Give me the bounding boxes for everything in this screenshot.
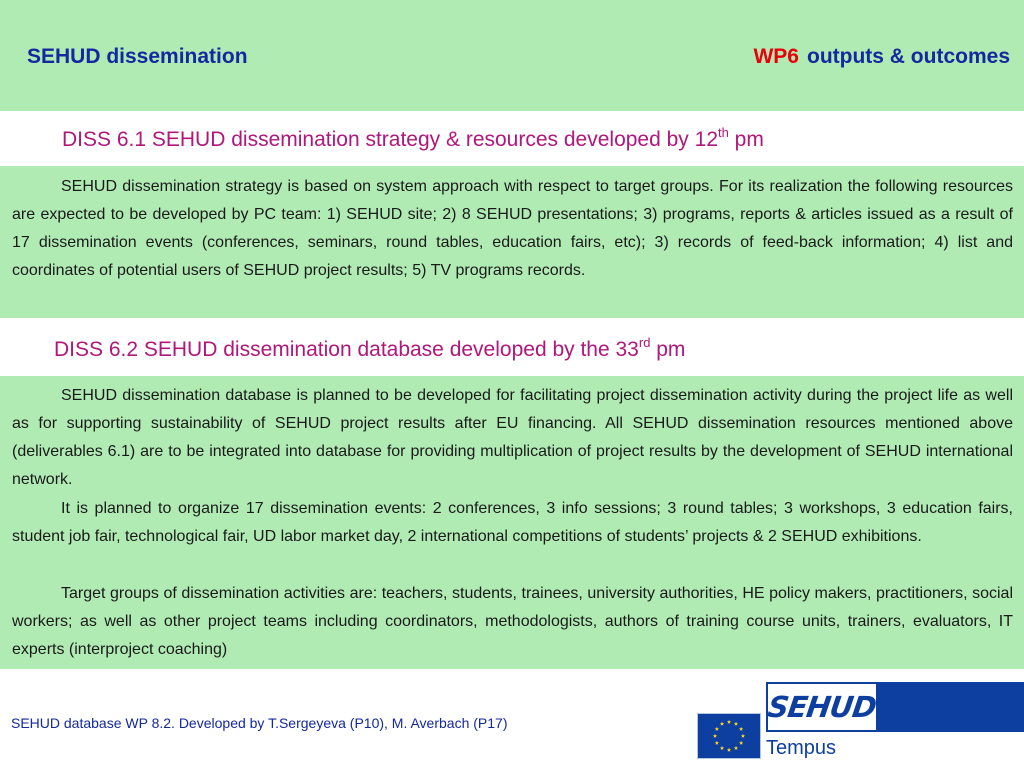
subtitle-text: outputs & outcomes <box>807 45 1010 68</box>
header-band <box>0 0 1024 111</box>
slide-subtitle <box>753 45 1010 69</box>
eu-star-icon <box>713 734 717 738</box>
eu-star-icon <box>741 734 745 738</box>
section1-heading-main: DISS 6.1 SEHUD dissemination strategy & resources developed by 12 <box>62 128 718 151</box>
eu-star-icon <box>739 741 743 745</box>
section2-paragraph-database: SEHUD dissemination database is planned to be developed for facilitating project dissemination activity during the project life as well as for supporting sustainability of SEHUD project results after EU financing. All SEHUD dissemination resources mentioned above (deliverables 6.1) are to be integrated into database for providing multiplication of project results by the development of SEHUD international network. <box>12 387 1013 488</box>
section1-paragraph: SEHUD dissemination strategy is based on system approach with respect to target groups. For its realization the following resources are expected to be developed by PC team: 1) SEHUD site; 2) 8 SEHUD presentations; 3) programs, reports & articles issued as a result of 17 dissemination events (conferences, seminars, round tables, education fairs, etc); 3) records of feed-back information; 4) list and coordinates of potential users of SEHUD project results; 5) TV programs records. <box>12 178 1013 279</box>
wp-label: WP6 <box>753 45 799 68</box>
section1-heading-sup: th <box>718 125 729 140</box>
sehud-logo <box>766 682 878 732</box>
section2-heading <box>54 336 685 362</box>
section2-heading-main: DISS 6.2 SEHUD dissemination database developed by the 33 <box>54 338 639 361</box>
eu-star-icon <box>720 746 724 750</box>
section1-heading-tail: pm <box>728 128 764 151</box>
section1-heading <box>62 126 764 152</box>
eu-star-icon <box>715 741 719 745</box>
section2-paragraph-target-groups: Target groups of dissemination activities are: teachers, students, trainees, university authorities, HE policy makers, practitioners, social workers; as well as other project teams including coordinators, methodologists, authors of training course units, trainers, evaluators, IT experts (interproject coaching) <box>12 585 1013 658</box>
eu-star-icon <box>727 720 731 724</box>
eu-star-icon <box>727 748 731 752</box>
slide-title: SEHUD dissemination <box>27 45 248 68</box>
eu-star-icon <box>734 722 738 726</box>
eu-star-icon <box>715 727 719 731</box>
section2-paragraph-events: It is planned to organize 17 dissemination events: 2 conferences, 3 info sessions; 3 round tables; 3 workshops, 3 education fairs, student job fair, technological fair, UD labor market day, 2 international competitions of students’ projects & 2 SEHUD exhibitions. <box>12 500 1013 545</box>
eu-star-icon <box>739 727 743 731</box>
footer-credits: SEHUD database WP 8.2. Developed by T.Sergeyeva (P10), M. Averbach (P17) <box>11 715 508 731</box>
eu-star-icon <box>734 746 738 750</box>
section2-heading-sup: rd <box>638 335 651 350</box>
sehud-logo-text: SEHUD <box>765 690 879 724</box>
eu-stars-graphic <box>698 714 760 758</box>
section2-heading-tail: pm <box>650 338 686 361</box>
eu-flag-icon <box>697 713 761 759</box>
tempus-label: Tempus <box>766 737 837 759</box>
eu-star-icon <box>720 722 724 726</box>
